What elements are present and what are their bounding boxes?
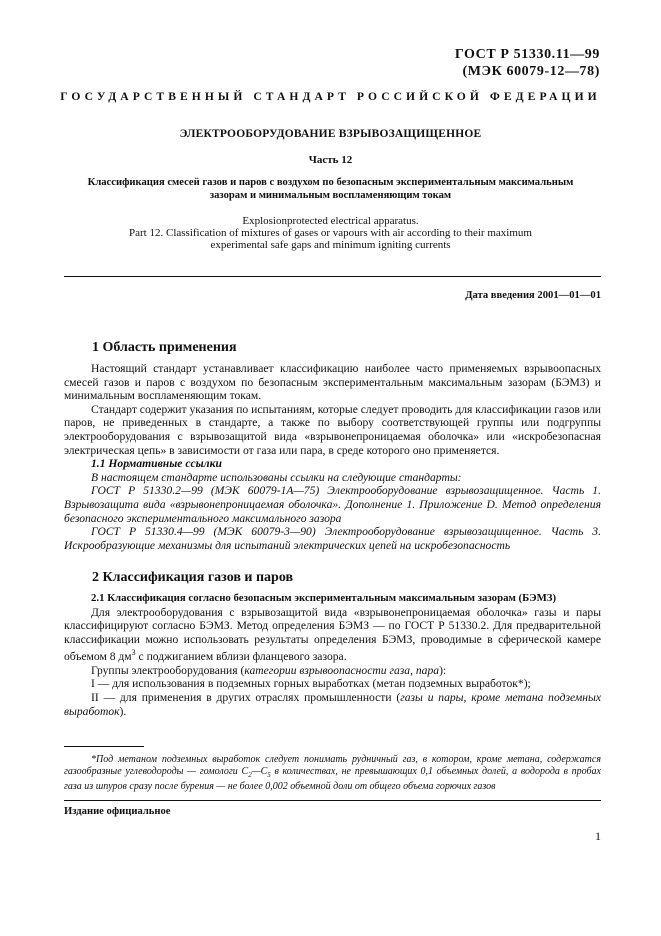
footnote-text-c: в количествах, не превышающих 0,1 объемных долей, а водорода в пробах газа из шпуров сразу после бурения — не более 0,002 объемной доли от общего объема горючих газов [64,766,601,793]
section-2-body [64,592,601,718]
equipment-groups-italic: категории взрывоопасности газа, пара [244,663,440,677]
section-1-paragraph-1: Настоящий стандарт устанавливает классификацию наиболее часто применяемых взрывоопасных смесей газов и паров с воздухом по безопасным экспериментальным максимальным зазорам (БЭМЗ) и минимальным воспламеняющим токам. [64,362,601,403]
group-one-line: I — для использования в подземных горных выработках (метан подземных выработок*); [91,677,531,691]
footnote-subscript-1: 2 [248,771,252,780]
english-title-line-2: Part 12. Classification of mixtures of gases or vapours with air according to their maximum [129,227,532,239]
equipment-groups-line [64,664,601,678]
equipment-groups-text: Группы электрооборудования ( [91,663,245,677]
normative-references-heading: 1.1 Нормативные ссылки [91,457,222,471]
part-label: Часть 12 [308,154,353,166]
subtitle-line-2: зазорам и минимальным воспламеняющим токам [209,190,452,201]
footer-divider [64,800,601,801]
footnote-text-b: —C [251,766,268,778]
reference-gost-51330-2: ГОСТ Р 51330.2—99 (МЭК 60079-1А—75) Электрооборудование взрывозащищенное. Часть 1. Взрывозащита вида «взрывонепроницаемая оболочка». Дополнение 1. Приложение D. Метод определения безопасного экспериментального максимального зазора [64,484,601,525]
group-two-end: ). [119,704,127,718]
document-title: ЭЛЕКТРООБОРУДОВАНИЕ ВЗРЫВОЗАЩИЩЕННОЕ [179,128,482,140]
cubic-superscript: 3 [131,648,136,658]
page-number: 1 [595,829,601,843]
section-1-heading: 1 Область применения [92,340,237,355]
reference-gost-51330-4: ГОСТ Р 51330.4—99 (МЭК 60079-3—90) Электрооборудование взрывозащищенное. Часть 3. Искрообразующие механизмы для испытаний электрических цепей на искробезопасность [64,525,601,552]
group-two-italic: газы и пары, кроме метана подземных выработок [64,691,601,718]
state-standard-title: ГОСУДАРСТВЕННЫЙ СТАНДАРТ РОССИЙСКОЙ ФЕДЕРАЦИИ [60,90,601,103]
equipment-groups-end: ): [439,663,447,677]
iec-number: (МЭК 60079-12—78) [462,64,600,79]
section-1-paragraph-2: Стандарт содержит указания по испытаниям, которые следует проводить для классификации газов или паров, не приведенных в стандарте, а также по выбору соответствующей группы или подгруппы электрооборудования с взрывозащитой вида «взрывонепроницаемая оболочка» или «искробезопасная электрическая цепь» в зависимости от газа или пара, в среде которого оно применяется. [64,402,601,457]
group-two-line [64,691,601,718]
english-title-line-3: experimental safe gaps and minimum igniting currents [210,239,451,251]
section-1-body [64,362,601,552]
section-2-paragraph-1 [64,606,601,664]
footnote-divider [64,746,144,747]
edition-label: Издание официальное [64,806,171,817]
english-title-line-1: Explosionprotected electrical apparatus. [242,215,419,227]
footnote-text-a: *Под метаном подземных выработок следует понимать рудничный газ, в котором, кроме метана, содержатся газообразные углеводороды — гомологи C [64,754,601,778]
doc-number: ГОСТ Р 51330.11—99 [454,47,600,62]
title-divider [64,276,601,277]
bemz-subheading: 2.1 Классификация согласно безопасным экспериментальным максимальным зазорам (БЭМЗ) [91,592,557,604]
footnote-subscript-2: 5 [267,771,271,780]
group-two-text: II — для применения в других отраслях промышленности ( [91,691,401,705]
footnote [64,754,601,794]
subtitle-line-1: Классификация смесей газов и паров с воздухом по безопасным экспериментальным максимальным [87,177,574,188]
references-intro: В настоящем стандарте использованы ссылки на следующие стандарты: [91,470,462,484]
intro-date: Дата введения 2001—01—01 [465,290,601,301]
section-2-paragraph-1-end: с поджиганием вблизи фланцевого зазора. [135,650,347,664]
section-2-paragraph-1-text: Для электрооборудования с взрывозащитой вида «взрывонепроницаемая оболочка» газы и пары классифицируют согласно БЭМЗ. Метод определения БЭМЗ — по ГОСТ Р 51330.2. Для предварительной классификации можно использовать результаты определения БЭМЗ, проводимые в сферической камере объемом 8 дм [64,605,601,664]
section-2-heading: 2 Классификация газов и паров [92,570,294,585]
